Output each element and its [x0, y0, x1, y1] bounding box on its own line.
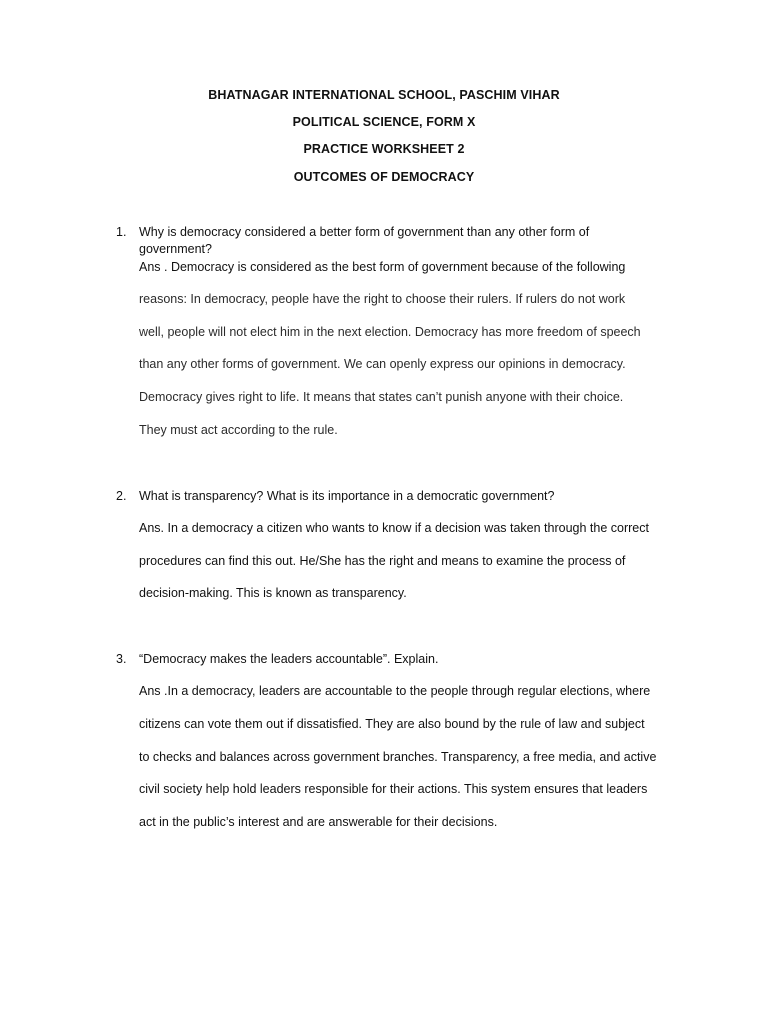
question-number: 3. [116, 652, 127, 666]
answer-line: procedures can find this out. He/She has the right and means to examine the process of [139, 554, 626, 568]
answer-line: Ans .In a democracy, leaders are accountable to the people through regular elections, where [139, 684, 651, 698]
answer-line: well, people will not elect him in the next election. Democracy has more freedom of speech [139, 325, 641, 339]
answer-line: to checks and balances across government branches. Transparency, a free media, and active [139, 750, 657, 764]
question-text: Why is democracy considered a better form of government than any other form of government? [139, 225, 590, 256]
question-number: 1. [116, 225, 127, 239]
question-text: “Democracy makes the leaders accountable”. Explain. [139, 652, 439, 666]
answer-line: than any other forms of government. We can openly express our opinions in democracy. [139, 357, 626, 371]
answer-line: Democracy gives right to life. It means that states can’t punish anyone with their choice. [139, 390, 624, 404]
answer-line: act in the public’s interest and are answerable for their decisions. [139, 815, 498, 829]
answer-line: Ans. In a democracy a citizen who wants to know if a decision was taken through the correct [139, 521, 649, 535]
answer-line: reasons: In democracy, people have the right to choose their rulers. If rulers do not work [139, 292, 626, 306]
answer-line: Ans . Democracy is considered as the best form of government because of the following [139, 260, 626, 274]
answer-line: civil society help hold leaders responsible for their actions. This system ensures that leaders [139, 782, 648, 796]
answer-line: decision-making. This is known as transparency. [139, 586, 407, 600]
question-number: 2. [116, 489, 127, 503]
subject-title: POLITICAL SCIENCE, FORM X [292, 115, 476, 129]
school-name: BHATNAGAR INTERNATIONAL SCHOOL, PASCHIM VIHAR [208, 88, 560, 102]
answer-line: citizens can vote them out if dissatisfied. They are also bound by the rule of law and subject [139, 717, 645, 731]
worksheet-title: PRACTICE WORKSHEET 2 [303, 142, 465, 156]
question-text: What is transparency? What is its importance in a democratic government? [139, 489, 555, 503]
answer-line: They must act according to the rule. [139, 423, 338, 437]
topic-title: OUTCOMES OF DEMOCRACY [293, 170, 475, 184]
